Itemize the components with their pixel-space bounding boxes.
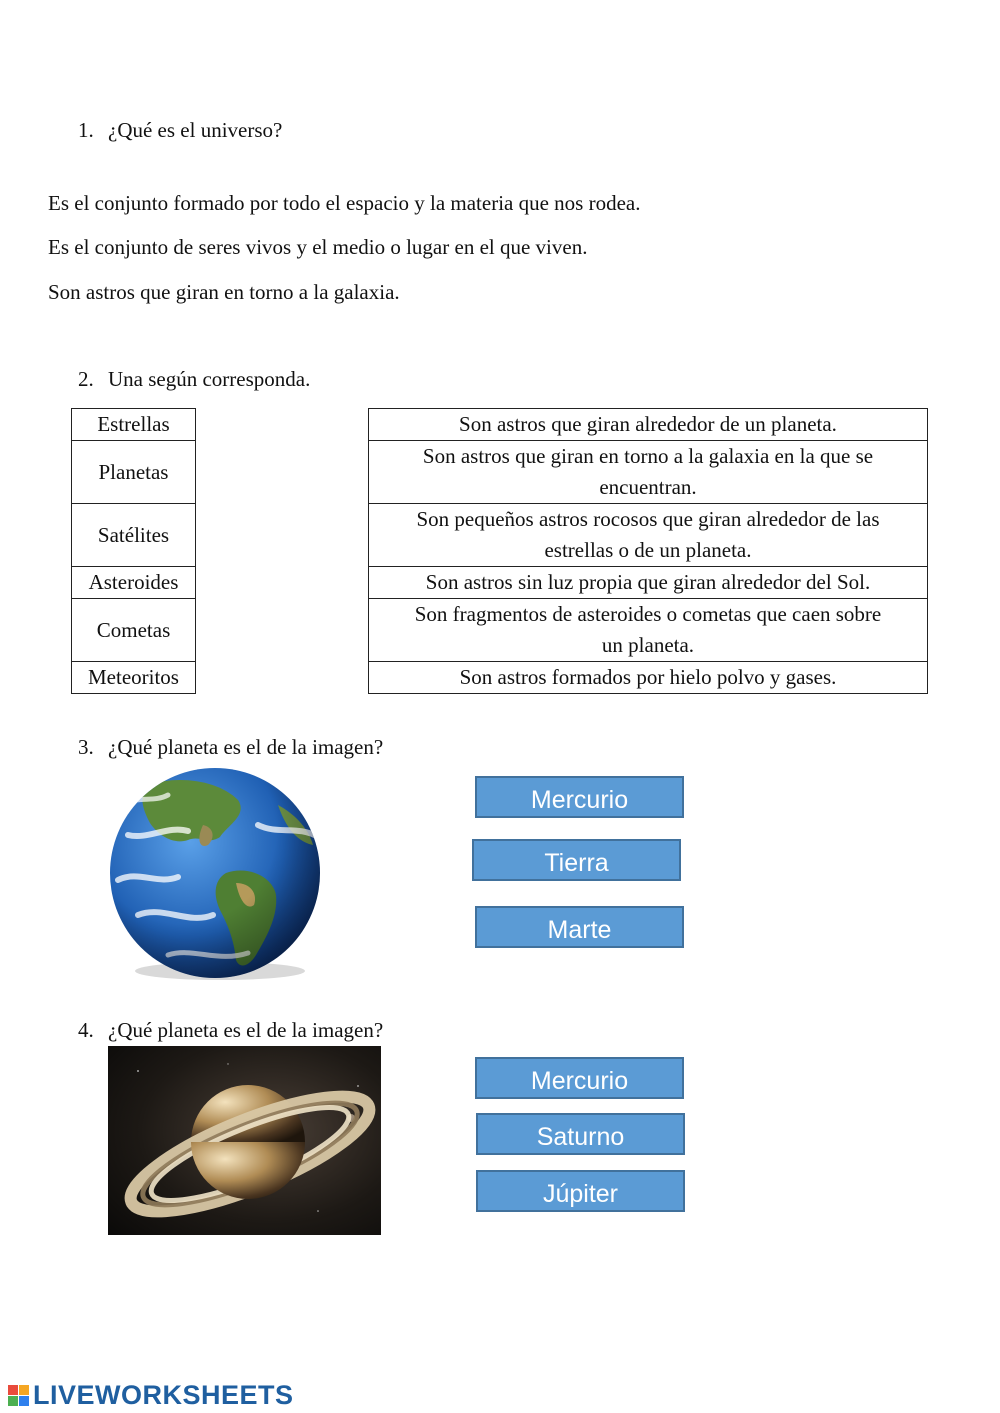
q4-option-mercurio-button[interactable]: Mercurio <box>475 1057 684 1099</box>
definition-cell[interactable] <box>369 409 928 441</box>
term-cell[interactable]: Satélites <box>72 504 196 567</box>
earth-image <box>108 765 326 983</box>
term-cell[interactable]: Meteoritos <box>72 662 196 694</box>
q1-option-3[interactable]: Son astros que giran en torno a la galaxia. <box>48 280 400 304</box>
saturn-image <box>108 1046 381 1235</box>
question-4 <box>78 1018 383 1043</box>
definitions-table <box>368 408 928 694</box>
q4-option-jupiter-button[interactable]: Júpiter <box>476 1170 685 1212</box>
definition-line: Son fragmentos de asteroides o cometas que caen sobre <box>414 602 882 626</box>
term-cell[interactable]: Planetas <box>72 441 196 504</box>
term-cell[interactable]: Estrellas <box>72 409 196 441</box>
liveworksheets-logo <box>8 1380 294 1411</box>
question-2 <box>78 367 310 392</box>
definition-cell[interactable] <box>369 662 928 694</box>
question-4-number: 4. <box>78 1018 94 1042</box>
question-3-number: 3. <box>78 735 94 759</box>
q3-option-marte-button[interactable]: Marte <box>475 906 684 948</box>
definition-line: Son astros sin luz propia que giran alrededor del Sol. <box>425 570 871 594</box>
definition-cell[interactable] <box>369 567 928 599</box>
terms-table <box>71 408 196 694</box>
definition-line: Son astros formados por hielo polvo y gases. <box>459 665 837 689</box>
question-3 <box>78 735 383 760</box>
q4-option-saturno-button[interactable]: Saturno <box>476 1113 685 1155</box>
question-4-text: ¿Qué planeta es el de la imagen? <box>108 1018 384 1042</box>
question-1-number: 1. <box>78 118 94 142</box>
q3-option-mercurio-button[interactable]: Mercurio <box>475 776 684 818</box>
definition-cell[interactable] <box>369 441 928 504</box>
question-1 <box>78 118 282 143</box>
definition-line: Son pequeños astros rocosos que giran alrededor de las <box>416 507 880 531</box>
definition-line: un planeta. <box>601 633 695 657</box>
q1-option-1[interactable]: Es el conjunto formado por todo el espacio y la materia que nos rodea. <box>48 191 641 215</box>
definition-line: Son astros que giran en torno a la galaxia en la que se <box>422 444 874 468</box>
q1-option-2[interactable]: Es el conjunto de seres vivos y el medio o lugar en el que viven. <box>48 235 588 259</box>
question-2-text: Una según corresponda. <box>108 367 311 391</box>
question-1-text: ¿Qué es el universo? <box>108 118 283 142</box>
brand-name: LIVEWORKSHEETS <box>33 1380 294 1410</box>
question-3-text: ¿Qué planeta es el de la imagen? <box>108 735 384 759</box>
question-2-number: 2. <box>78 367 94 391</box>
definition-cell[interactable] <box>369 599 928 662</box>
term-cell[interactable]: Cometas <box>72 599 196 662</box>
definition-line: Son astros que giran alrededor de un planeta. <box>459 412 837 436</box>
definition-line: estrellas o de un planeta. <box>544 538 752 562</box>
q3-option-tierra-button[interactable]: Tierra <box>472 839 681 881</box>
definition-cell[interactable] <box>369 504 928 567</box>
logo-blocks-icon <box>8 1385 29 1406</box>
definition-line: encuentran. <box>599 475 697 499</box>
term-cell[interactable]: Asteroides <box>72 567 196 599</box>
